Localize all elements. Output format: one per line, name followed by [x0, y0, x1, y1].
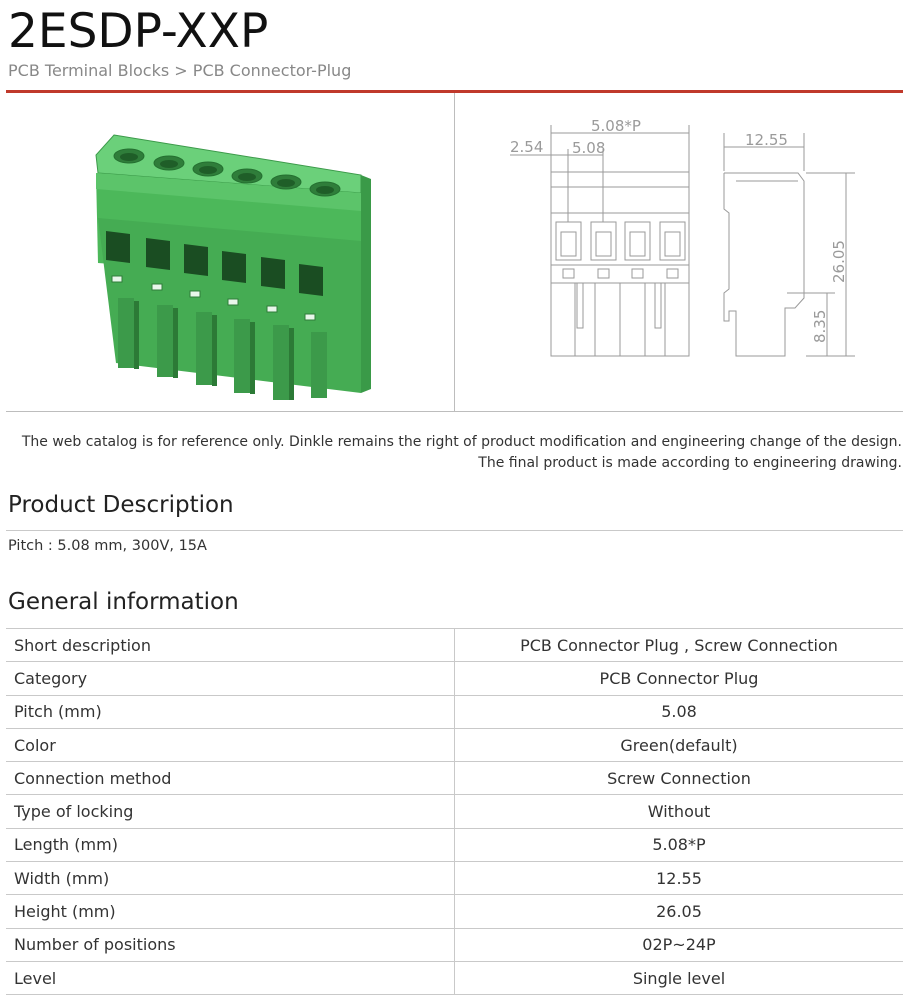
breadcrumb: [8, 60, 351, 82]
table-row: [6, 828, 903, 861]
disclaimer-line-1: The web catalog is for reference only. Dinkle remains the right of product modification and engineering change of the design.: [21, 434, 902, 450]
breadcrumb-separator: >: [174, 61, 188, 80]
spec-value: PCB Connector Plug: [455, 662, 904, 695]
dim-height-label: 26.05: [830, 240, 848, 283]
dim-width-label: 12.55: [745, 131, 788, 149]
disclaimer-line-2: The final product is made according to engineering drawing.: [478, 455, 902, 471]
table-row: [6, 895, 903, 928]
spec-key: Type of locking: [6, 795, 455, 828]
product-images: [6, 93, 903, 411]
table-row: [6, 695, 903, 728]
spec-key: Color: [6, 728, 455, 761]
spec-key: Pitch (mm): [6, 695, 455, 728]
spec-value: 12.55: [455, 862, 904, 895]
breadcrumb-category-link[interactable]: PCB Terminal Blocks: [8, 61, 170, 80]
spec-key: Category: [6, 662, 455, 695]
table-row: [6, 961, 903, 994]
dimension-drawing[interactable]: [455, 93, 903, 411]
general-information-heading: General information: [8, 589, 239, 615]
product-description-text: Pitch : 5.08 mm, 300V, 15A: [8, 538, 207, 554]
connector-photo-illustration: [6, 93, 454, 411]
product-description-rule: [6, 530, 903, 531]
table-row: [6, 662, 903, 695]
product-description-heading: Product Description: [8, 492, 234, 518]
spec-value: Screw Connection: [455, 762, 904, 795]
dim-pitch-label: 5.08: [572, 139, 606, 157]
spec-value: Green(default): [455, 728, 904, 761]
spec-value: 5.08*P: [455, 828, 904, 861]
spec-key: Connection method: [6, 762, 455, 795]
catalog-disclaimer: [12, 432, 902, 474]
dimension-drawing-illustration: [455, 93, 903, 411]
table-row: [6, 928, 903, 961]
spec-value: 02P~24P: [455, 928, 904, 961]
spec-key: Level: [6, 961, 455, 994]
table-row: [6, 762, 903, 795]
table-row: [6, 862, 903, 895]
spec-value: Single level: [455, 961, 904, 994]
spec-value: Without: [455, 795, 904, 828]
dim-offset-label: 2.54: [510, 138, 544, 156]
images-bottom-rule: [6, 411, 903, 412]
dim-length-label: 5.08*P: [591, 117, 641, 135]
table-row: [6, 728, 903, 761]
product-title: 2ESDP-XXP: [8, 4, 269, 59]
spec-value: 5.08: [455, 695, 904, 728]
spec-value: 26.05: [455, 895, 904, 928]
breadcrumb-subcategory-link[interactable]: PCB Connector-Plug: [192, 61, 352, 80]
spec-key: Length (mm): [6, 828, 455, 861]
table-row: [6, 629, 903, 662]
spec-value: PCB Connector Plug , Screw Connection: [455, 629, 904, 662]
spec-key: Number of positions: [6, 928, 455, 961]
spec-key: Width (mm): [6, 862, 455, 895]
dim-pin-label: 8.35: [811, 309, 829, 343]
general-information-table: [6, 628, 903, 995]
table-row: [6, 795, 903, 828]
spec-key: Short description: [6, 629, 455, 662]
spec-key: Height (mm): [6, 895, 455, 928]
product-photo[interactable]: [6, 93, 454, 411]
